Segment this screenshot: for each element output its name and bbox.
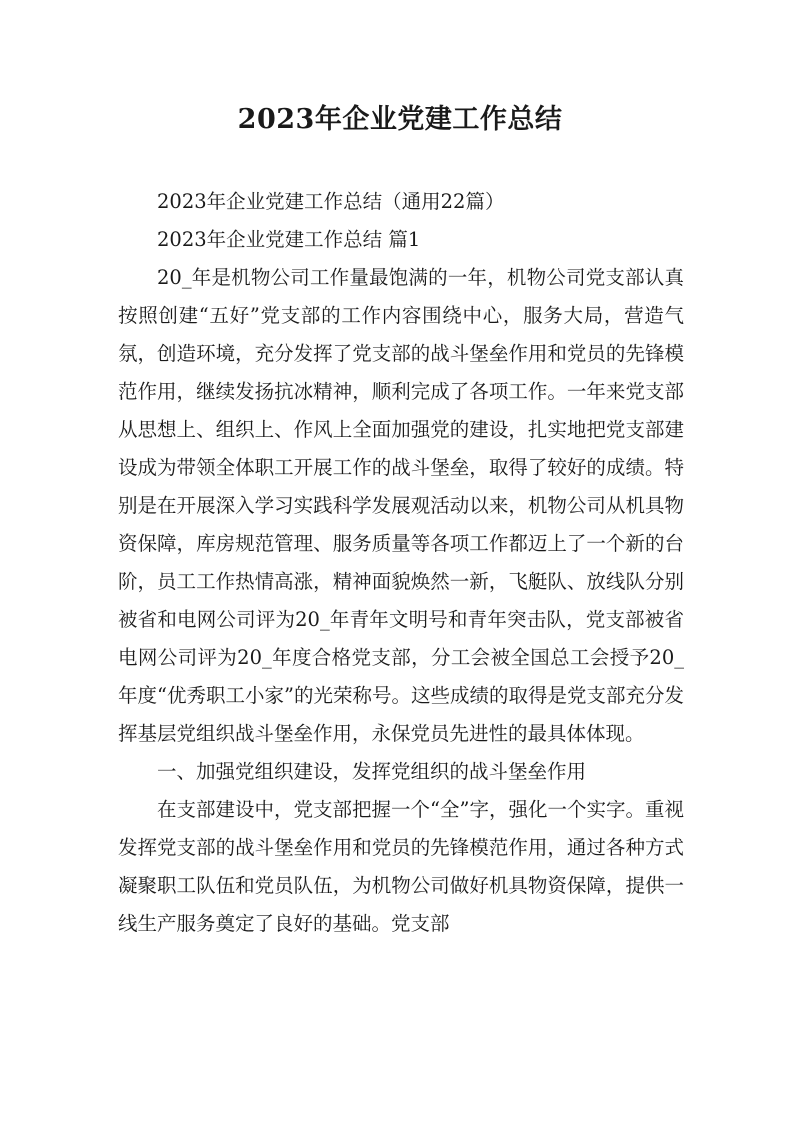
document-body — [118, 183, 684, 943]
document-subtitle: 2023年企业党建工作总结（通用22篇） — [157, 190, 505, 213]
document-title: 2023年企业党建工作总结 — [237, 104, 563, 135]
body-paragraph: 在支部建设中，党支部把握一个“全”字，强化一个实字。重视发挥党支部的战斗堡垒作用和党员的先锋模范作用，通过各种方式凝聚职工队伍和党员队伍，为机物公司做好机具物资保障，提供一线生产服务奠定了良好的基础。党支部 — [118, 798, 684, 935]
subsection-heading: 一、加强党组织建设，发挥党组织的战斗堡垒作用 — [157, 760, 587, 783]
body-paragraph: 20_年是机物公司工作量最饱满的一年，机物公司党支部认真按照创建“五好”党支部的工作内容围绕中心，服务大局，营造气氛，创造环境，充分发挥了党支部的战斗堡垒作用和党员的先锋模范作用，继续发扬抗冰精神，顺利完成了各项工作。一年来党支部从思想上、组织上、作风上全面加强党的建设，扎实地把党支部建设成为带领全体职工开展工作的战斗堡垒，取得了较好的成绩。特别是在开展深入学习实践科学发展观活动以来，机物公司从机具物资保障，库房规范管理、服务质量等各项工作都迈上了一个新的台阶，员工工作热情高涨，精神面貌焕然一新，飞艇队、放线队分别被省和电网公司评为20_年青年文明号和青年突击队，党支部被省电网公司评为20_年度合格党支部，分工会被全国总工会授予20_年度“优秀职工小家”的光荣称号。这些成绩的取得是党支部充分发挥基层党组织战斗堡垒作用，永保党员先进性的最具体体现。 — [118, 266, 684, 745]
section-heading: 2023年企业党建工作总结 篇1 — [157, 228, 421, 251]
